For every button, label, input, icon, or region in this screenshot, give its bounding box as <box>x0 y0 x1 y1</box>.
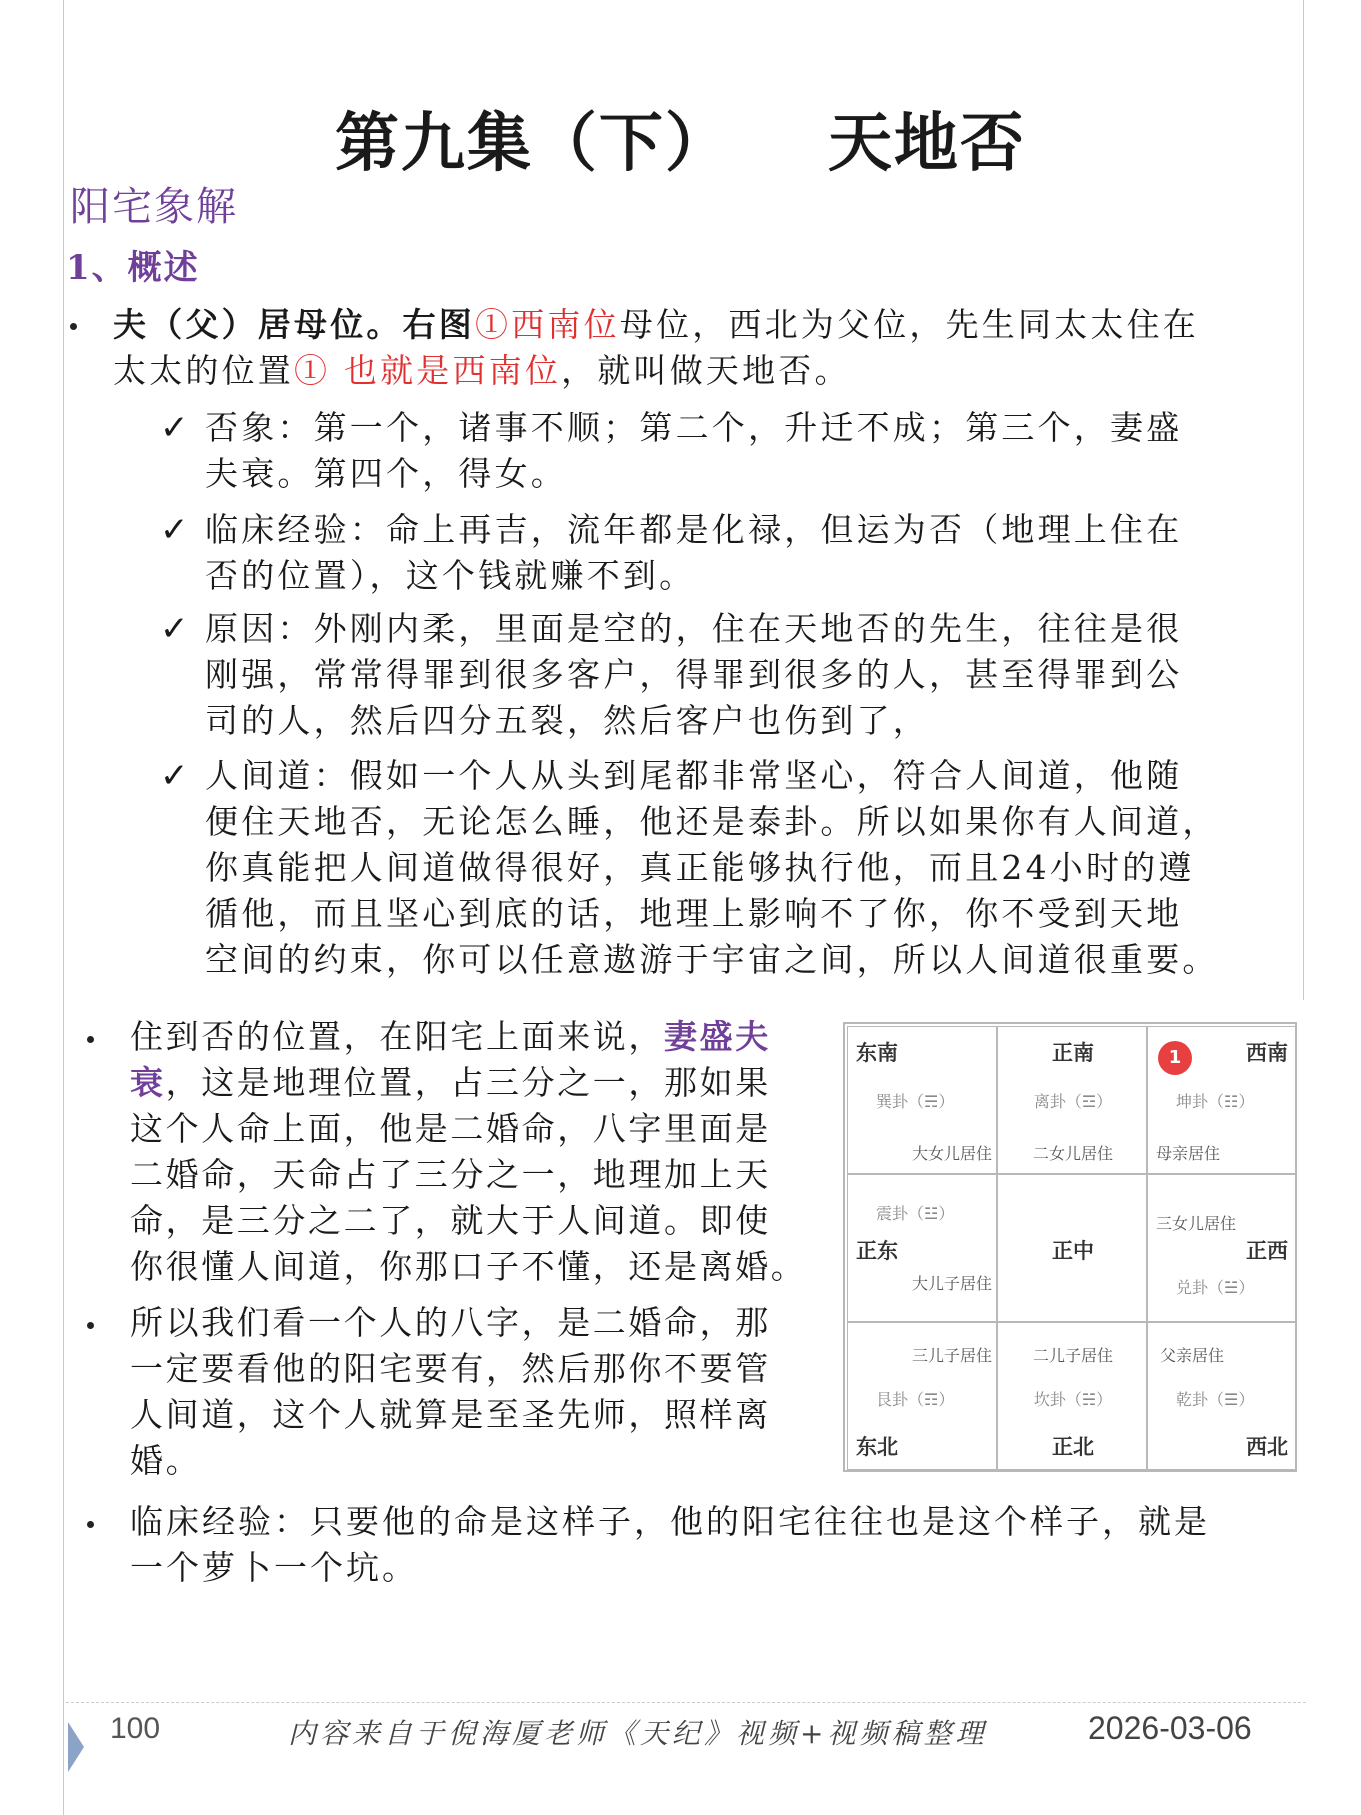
resident-label: 三女儿居住 <box>1156 1214 1237 1233</box>
grid-cell-southeast <box>847 1026 997 1174</box>
resident-label: 大女儿居住 <box>911 1144 992 1163</box>
footer-divider <box>66 1702 1306 1703</box>
check-icon: ✓ <box>160 408 189 448</box>
grid-cell-west <box>1147 1174 1297 1322</box>
resident-label: 二儿子居住 <box>1032 1346 1113 1365</box>
check-item-2 <box>205 507 1235 599</box>
check-line: 你真能把人间道做得很好，真正能够执行他，而且24小时的遵 <box>205 848 1195 887</box>
direction-label: 正中 <box>1052 1239 1094 1263</box>
direction-label: 西南 <box>1246 1041 1288 1065</box>
left-line: 婚。 <box>130 1441 202 1480</box>
intro-text-2: 太太的位置 <box>113 351 294 390</box>
bullet-dot <box>87 1521 94 1528</box>
check-line: 临床经验：命上再吉，流年都是化禄，但运为否（地理上住在 <box>205 510 1183 549</box>
left-line <box>130 1060 830 1106</box>
left-line: 你很懂人间道，你那口子不懂，还是离婚。 <box>130 1247 807 1286</box>
bagua-grid <box>843 1022 1297 1472</box>
intro-red-text-1: ①西南位 <box>475 305 620 344</box>
left-line: 命，是三分之二了，就大于人间道。即使 <box>130 1201 771 1240</box>
check-icon: ✓ <box>160 510 189 550</box>
highlight-text: 衰 <box>130 1063 166 1102</box>
direction-label: 东南 <box>856 1041 898 1065</box>
check-item-3 <box>205 606 1235 744</box>
check-line: 刚强，常常得罪到很多客户，得罪到很多的人，甚至得罪到公 <box>205 655 1183 694</box>
left-line: 这个人命上面，他是二婚命，八字里面是 <box>130 1109 771 1148</box>
page-title: 第九集（下） 天地否 <box>334 106 1027 181</box>
last-line: 一个萝卜一个坑。 <box>130 1548 418 1587</box>
check-line: 空间的约束，你可以任意遨游于宇宙之间，所以人间道很重要。 <box>205 940 1219 979</box>
resident-label: 母亲居住 <box>1156 1144 1221 1163</box>
highlight-text: 妻盛夫 <box>664 1017 771 1056</box>
check-item-4 <box>205 753 1235 983</box>
grid-cell-south <box>997 1026 1147 1174</box>
left-line: 所以我们看一个人的八字，是二婚命，那 <box>130 1303 771 1342</box>
trigram-label: 乾卦（☰） <box>1176 1390 1255 1409</box>
check-line: 夫衰。第四个，得女。 <box>205 454 567 493</box>
intro-bold-text: 夫（父）居母位。右图 <box>113 305 475 344</box>
grid-cell-center <box>997 1174 1147 1322</box>
page-frame-left <box>63 0 64 1815</box>
slide-marker-icon <box>68 1722 84 1772</box>
direction-label: 正西 <box>1246 1239 1288 1263</box>
page-number: 100 <box>110 1712 161 1745</box>
intro-line-2 <box>113 348 1293 394</box>
grid-cell-east <box>847 1174 997 1322</box>
check-line: 循他，而且坚心到底的话，地理上影响不了你，你不受到天地 <box>205 894 1183 933</box>
section-heading: 阳宅象解 <box>70 184 238 230</box>
resident-label: 三儿子居住 <box>911 1346 992 1365</box>
check-line: 原因：外刚内柔，里面是空的，住在天地否的先生，往往是很 <box>205 609 1183 648</box>
check-line: 司的人，然后四分五裂，然后客户也伤到了， <box>205 701 929 740</box>
grid-cell-northeast <box>847 1322 997 1470</box>
grid-cell-southwest <box>1147 1026 1297 1174</box>
left-line: 二婚命，天命占了三分之一，地理加上天 <box>130 1155 771 1194</box>
direction-label: 正北 <box>1052 1435 1094 1459</box>
check-icon: ✓ <box>160 756 189 796</box>
bullet-dot <box>87 1036 94 1043</box>
marker-1-icon: 1 <box>1158 1041 1192 1075</box>
check-icon: ✓ <box>160 609 189 649</box>
grid-cell-northwest <box>1147 1322 1297 1470</box>
direction-label: 正东 <box>856 1239 898 1263</box>
left-text: ，这是地理位置，占三分之一，那如果 <box>165 1063 771 1102</box>
source-note: 内容来自于倪海厦老师《天纪》视频+视频稿整理 <box>288 1717 988 1750</box>
last-line: 临床经验：只要他的命是这样子，他的阳宅往往也是这个样子，就是 <box>130 1502 1210 1541</box>
resident-label: 大儿子居住 <box>911 1274 992 1293</box>
resident-label: 父亲居住 <box>1160 1346 1225 1365</box>
intro-line-1 <box>113 302 1293 348</box>
subsection-heading: 1、概述 <box>66 248 200 288</box>
direction-label: 正南 <box>1052 1041 1094 1065</box>
left-line: 人间道，这个人就算是至圣先师，照样离 <box>130 1395 771 1434</box>
direction-label: 东北 <box>856 1435 898 1459</box>
trigram-label: 艮卦（☶） <box>876 1390 955 1409</box>
trigram-label: 坎卦（☵） <box>1033 1390 1113 1409</box>
direction-label: 西北 <box>1246 1435 1288 1459</box>
trigram-label: 兑卦（☱） <box>1176 1278 1255 1297</box>
intro-text-1: 母位，西北为父位，先生同太太住在 <box>619 305 1200 344</box>
resident-label: 二女儿居住 <box>1032 1144 1113 1163</box>
left-text: 住到否的位置，在阳宅上面来说， <box>130 1017 664 1056</box>
trigram-label: 巽卦（☴） <box>876 1092 955 1111</box>
last-bullet <box>130 1499 1300 1591</box>
grid-cell-north <box>997 1322 1147 1470</box>
left-line <box>130 1014 830 1060</box>
intro-text-3: ，就叫做天地否。 <box>561 351 851 390</box>
left-bullet-2 <box>130 1300 830 1484</box>
trigram-label: 离卦（☲） <box>1033 1092 1113 1111</box>
bullet-dot <box>87 1322 94 1329</box>
intro-paragraph <box>113 302 1293 394</box>
left-line: 一定要看他的阳宅要有，然后那你不要管 <box>130 1349 771 1388</box>
footer-date: 2026-03-06 <box>1088 1710 1252 1746</box>
trigram-label: 震卦（☳） <box>876 1204 955 1223</box>
left-bullet-1 <box>130 1014 830 1290</box>
intro-red-text-2: ① 也就是西南位 <box>294 351 562 390</box>
check-item-1 <box>205 405 1235 497</box>
check-line: 人间道：假如一个人从头到尾都非常坚心，符合人间道，他随 <box>205 756 1183 795</box>
trigram-label: 坤卦（☷） <box>1176 1092 1255 1111</box>
check-line: 便住天地否，无论怎么睡，他还是泰卦。所以如果你有人间道， <box>205 802 1219 841</box>
check-line: 否象：第一个，诸事不顺；第二个，升迁不成；第三个，妻盛 <box>205 408 1183 447</box>
check-line: 否的位置），这个钱就赚不到。 <box>205 556 696 595</box>
bullet-dot <box>70 323 77 330</box>
